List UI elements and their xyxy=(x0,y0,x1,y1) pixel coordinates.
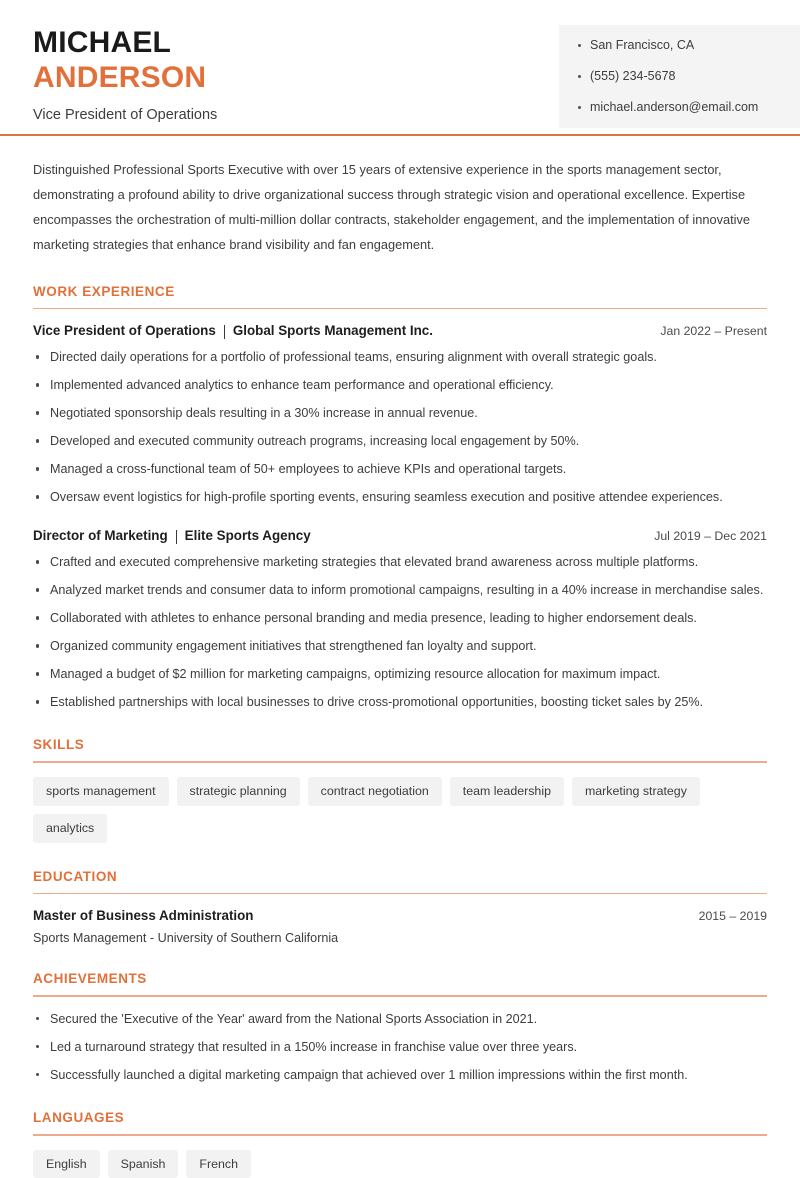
language-chip: French xyxy=(186,1150,251,1178)
skill-chip: team leadership xyxy=(450,777,564,806)
bullet-item: Directed daily operations for a portfolio of professional teams, ensuring alignment with overall strategic goals. xyxy=(33,349,767,366)
experience-entry-header xyxy=(33,323,767,338)
section-title-languages: LANGUAGES xyxy=(33,1109,125,1125)
skill-chip: sports management xyxy=(33,777,169,806)
professional-summary: Distinguished Professional Sports Executive with over 15 years of extensive experience in the sports management sector, demonstrating a profound ability to drive organizational success through strategic vision and operational excellence. Expertise encompasses the orchestration of multi-million dollar contracts, stakeholder engagement, and the implementation of innovative marketing strategies that enhance brand visibility and fan engagement. xyxy=(33,162,751,252)
skill-chip: contract negotiation xyxy=(308,777,442,806)
bullet-item: Organized community engagement initiatives that strengthened fan loyalty and support. xyxy=(33,638,767,655)
section-rule xyxy=(33,995,767,997)
experience-entry-header xyxy=(33,528,767,543)
experience-date: Jan 2022 – Present xyxy=(660,324,767,339)
contact-item-location: San Francisco, CA xyxy=(577,39,800,53)
education-entry xyxy=(33,908,767,945)
section-title-skills: SKILLS xyxy=(33,737,85,753)
languages-chip-list xyxy=(33,1150,767,1178)
contact-panel xyxy=(559,25,800,128)
section-rule xyxy=(33,1134,767,1136)
bullet-item: Oversaw event logistics for high-profile sporting events, ensuring seamless execution and positive attendee experiences. xyxy=(33,489,767,506)
job-subtitle: Vice President of Operations xyxy=(33,106,218,123)
section-title-achievements: ACHIEVEMENTS xyxy=(33,971,147,987)
skill-chip: strategic planning xyxy=(177,777,300,806)
experience-title xyxy=(33,323,433,338)
experience-title xyxy=(33,528,311,543)
bullet-item: Established partnerships with local businesses to drive cross-promotional opportunities, boosting ticket sales by 25%. xyxy=(33,694,767,711)
language-chip: Spanish xyxy=(108,1150,179,1178)
section-rule xyxy=(33,308,767,310)
education-degree: Master of Business Administration xyxy=(33,908,254,924)
experience-entry xyxy=(33,528,767,711)
achievements-list xyxy=(33,1011,767,1084)
section-education xyxy=(33,869,767,946)
skill-chip: marketing strategy xyxy=(572,777,700,806)
last-name: ANDERSON xyxy=(33,60,207,94)
education-entry-header xyxy=(33,908,767,923)
identity-block xyxy=(0,22,217,123)
experience-date: Jul 2019 – Dec 2021 xyxy=(654,529,767,544)
bullet-item: Managed a cross-functional team of 50+ employees to achieve KPIs and operational targets. xyxy=(33,461,767,478)
education-date: 2015 – 2019 xyxy=(698,909,767,924)
section-work-experience xyxy=(33,284,767,712)
bullet-item: Secured the 'Executive of the Year' award from the National Sports Association in 2021. xyxy=(33,1011,767,1028)
bullet-item: Collaborated with athletes to enhance personal branding and media presence, leading to higher endorsement deals. xyxy=(33,610,767,627)
experience-entry xyxy=(33,323,767,506)
section-achievements xyxy=(33,971,767,1084)
experience-role: Vice President of Operations xyxy=(33,323,216,339)
resume-body xyxy=(0,158,800,1178)
bullet-item: Developed and executed community outreach programs, increasing local engagement by 50%. xyxy=(33,433,767,450)
section-rule xyxy=(33,761,767,763)
header-divider xyxy=(0,134,800,136)
bullet-item: Managed a budget of $2 million for marketing campaigns, optimizing resource allocation for maximum impact. xyxy=(33,666,767,683)
first-name: MICHAEL xyxy=(33,26,172,59)
title-separator-icon xyxy=(176,530,177,544)
title-separator-icon xyxy=(224,325,225,339)
bullet-item: Led a turnaround strategy that resulted in a 150% increase in franchise value over three years. xyxy=(33,1039,767,1056)
section-title-work-experience: WORK EXPERIENCE xyxy=(33,283,175,299)
section-rule xyxy=(33,893,767,895)
experience-role: Director of Marketing xyxy=(33,528,168,544)
language-chip: English xyxy=(33,1150,100,1178)
experience-bullets xyxy=(33,349,767,506)
contact-item-phone: (555) 234-5678 xyxy=(577,70,800,84)
section-languages xyxy=(33,1110,767,1178)
bullet-item: Implemented advanced analytics to enhance team performance and operational efficiency. xyxy=(33,377,767,394)
experience-company: Elite Sports Agency xyxy=(184,528,311,544)
skill-chip: analytics xyxy=(33,814,107,843)
bullet-item: Negotiated sponsorship deals resulting in a 30% increase in annual revenue. xyxy=(33,405,767,422)
resume-header xyxy=(0,0,800,123)
education-detail: Sports Management - University of Southern California xyxy=(33,931,339,946)
contact-list xyxy=(577,39,800,114)
section-skills xyxy=(33,737,767,842)
section-title-education: EDUCATION xyxy=(33,868,118,884)
experience-bullets xyxy=(33,554,767,711)
bullet-item: Successfully launched a digital marketing campaign that achieved over 1 million impressions within the first month. xyxy=(33,1067,767,1084)
contact-item-email: michael.anderson@email.com xyxy=(577,101,800,115)
bullet-item: Crafted and executed comprehensive marketing strategies that elevated brand awareness across multiple platforms. xyxy=(33,554,767,571)
skills-chip-list xyxy=(33,777,767,843)
bullet-item: Analyzed market trends and consumer data to inform promotional campaigns, resulting in a 40% increase in merchandise sales. xyxy=(33,582,767,599)
experience-company: Global Sports Management Inc. xyxy=(232,323,433,339)
